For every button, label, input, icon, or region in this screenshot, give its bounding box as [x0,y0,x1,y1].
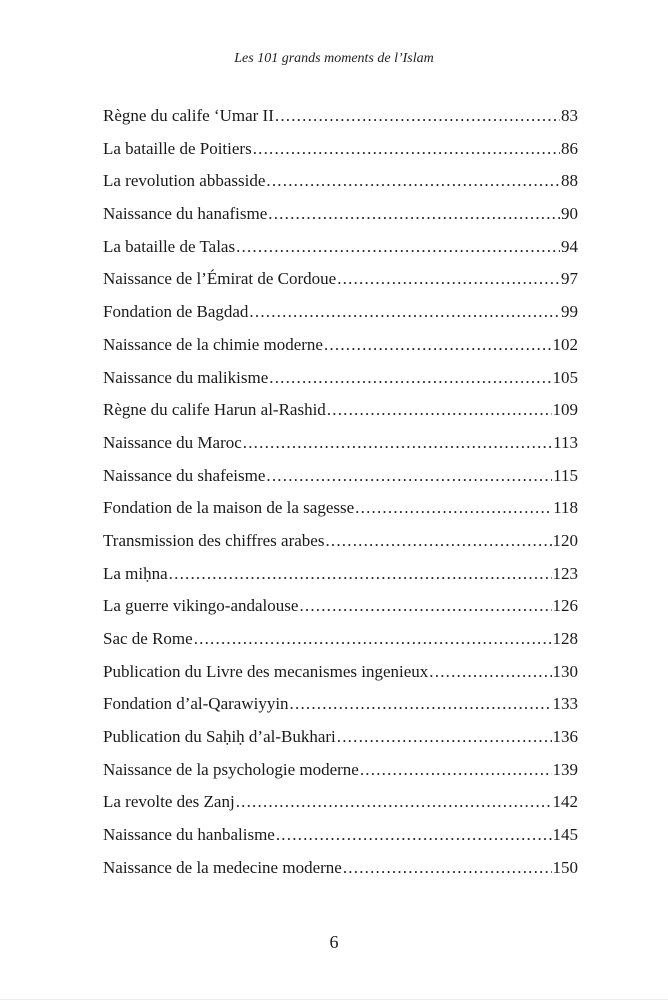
toc-entry[interactable] [103,165,578,198]
dot-leader [355,492,552,525]
toc-entry-title: Naissance du hanbalisme [103,825,275,845]
toc-entry-page: 113 [553,432,578,452]
toc-entry-page: 109 [552,400,578,420]
toc-entry-title: Naissance de la chimie moderne [103,334,323,354]
toc-entry-page: 136 [552,727,578,747]
toc-entry[interactable] [103,525,578,558]
toc-entry-page: 142 [552,792,578,812]
toc-entry[interactable] [103,263,578,296]
toc-entry-title: La revolution abbasside [103,171,266,191]
page-number: 6 [329,932,339,952]
toc-entry[interactable] [103,492,578,525]
toc-entry[interactable] [103,623,578,656]
dot-leader [325,525,551,558]
dot-leader [266,165,560,198]
toc-entry[interactable] [103,231,578,264]
toc-entry-title: La revolte des Zanj [103,792,235,812]
toc-entry[interactable] [103,460,578,493]
toc-entry-page: 120 [552,530,578,550]
toc-entry-title: Publication du Livre des mecanismes ingenieux [103,661,429,681]
toc-entry-page: 83 [561,106,578,125]
toc-entry[interactable] [103,427,578,460]
toc-entry[interactable] [103,362,578,395]
toc-entry[interactable] [103,721,578,754]
toc-entry[interactable] [103,133,578,166]
toc-entry[interactable] [103,100,578,133]
toc-entry-title: La bataille de Talas [103,236,236,256]
toc-entry-page: 118 [553,498,578,518]
toc-entry-page: 115 [553,465,578,485]
toc-entry[interactable] [103,754,578,787]
dot-leader [169,558,552,591]
toc-entry-title: Naissance de la medecine moderne [103,857,342,877]
toc-entry-page: 126 [552,596,578,616]
toc-entry[interactable] [103,819,578,852]
toc-entry-page: 90 [561,204,578,224]
dot-leader [337,263,560,296]
toc-entry-title: La guerre vikingo-andalouse [103,596,299,616]
toc-entry-title: Transmission des chiffres arabes [103,530,325,550]
toc-entry[interactable] [103,852,578,885]
toc-entry-page: 86 [561,138,578,158]
toc-entry-page: 128 [552,629,578,648]
toc-entry-page: 94 [561,236,578,256]
dot-leader [275,100,560,133]
dot-leader [253,133,560,166]
toc-entry-page: 102 [552,334,578,354]
toc-entry-title: Naissance du hanafisme [103,204,268,224]
toc-entry-page: 99 [561,302,578,322]
toc-entry-page: 123 [552,563,578,583]
toc-entry-title: Fondation de Bagdad [103,302,249,322]
toc-entry-page: 130 [552,661,578,681]
dot-leader [249,296,560,329]
toc-entry-title: Naissance de l’Émirat de Cordoue [103,269,337,289]
dot-leader [299,590,551,623]
toc-entry[interactable] [103,558,578,591]
toc-entry-page: 97 [561,269,578,289]
dot-leader [236,231,560,264]
dot-leader [236,786,552,819]
toc-entry-page: 139 [552,759,578,779]
toc-entry[interactable] [103,590,578,623]
dot-leader [194,623,552,656]
toc-entry-title: Naissance du malikisme [103,367,269,387]
toc-entry-page: 105 [552,367,578,387]
toc-entry-title: Naissance de la psychologie moderne [103,759,359,779]
toc-entry-title: Fondation d’al-Qarawiyyin [103,694,289,714]
toc-entry-title: Règne du calife Harun al-Rashid [103,400,326,420]
toc-entry-title: La miḥna [103,563,168,583]
dot-leader [243,427,552,460]
toc-entry[interactable] [103,329,578,362]
toc-entry-page: 133 [552,694,578,714]
toc-entry[interactable] [103,296,578,329]
toc-entry[interactable] [103,394,578,427]
dot-leader [360,754,552,787]
dot-leader [337,721,552,754]
toc-entry-title: La bataille de Poitiers [103,138,252,158]
toc-entry-page: 88 [561,171,578,191]
dot-leader [343,852,552,885]
dot-leader [276,819,552,852]
toc-entry-title: Règne du calife ‘Umar II [103,106,274,125]
toc-entry-page: 145 [552,825,578,845]
toc-entry-title: Publication du Saḥiḥ d’al-Bukhari [103,727,336,747]
toc-entry-title: Sac de Rome [103,629,193,648]
toc-entry-title: Naissance du Maroc [103,432,242,452]
dot-leader [266,460,552,493]
toc-entry-page: 150 [552,857,578,877]
dot-leader [429,656,551,689]
toc-entry[interactable] [103,198,578,231]
dot-leader [269,362,551,395]
toc-entry[interactable] [103,656,578,689]
dot-leader [324,329,552,362]
table-of-contents [103,100,578,885]
dot-leader [290,688,552,721]
toc-entry-title: Naissance du shafeisme [103,465,266,485]
dot-leader [327,394,552,427]
dot-leader [268,198,560,231]
toc-entry-title: Fondation de la maison de la sagesse [103,498,355,518]
toc-entry[interactable] [103,786,578,819]
running-header: Les 101 grands moments de l’Islam [234,51,434,66]
toc-entry[interactable] [103,688,578,721]
